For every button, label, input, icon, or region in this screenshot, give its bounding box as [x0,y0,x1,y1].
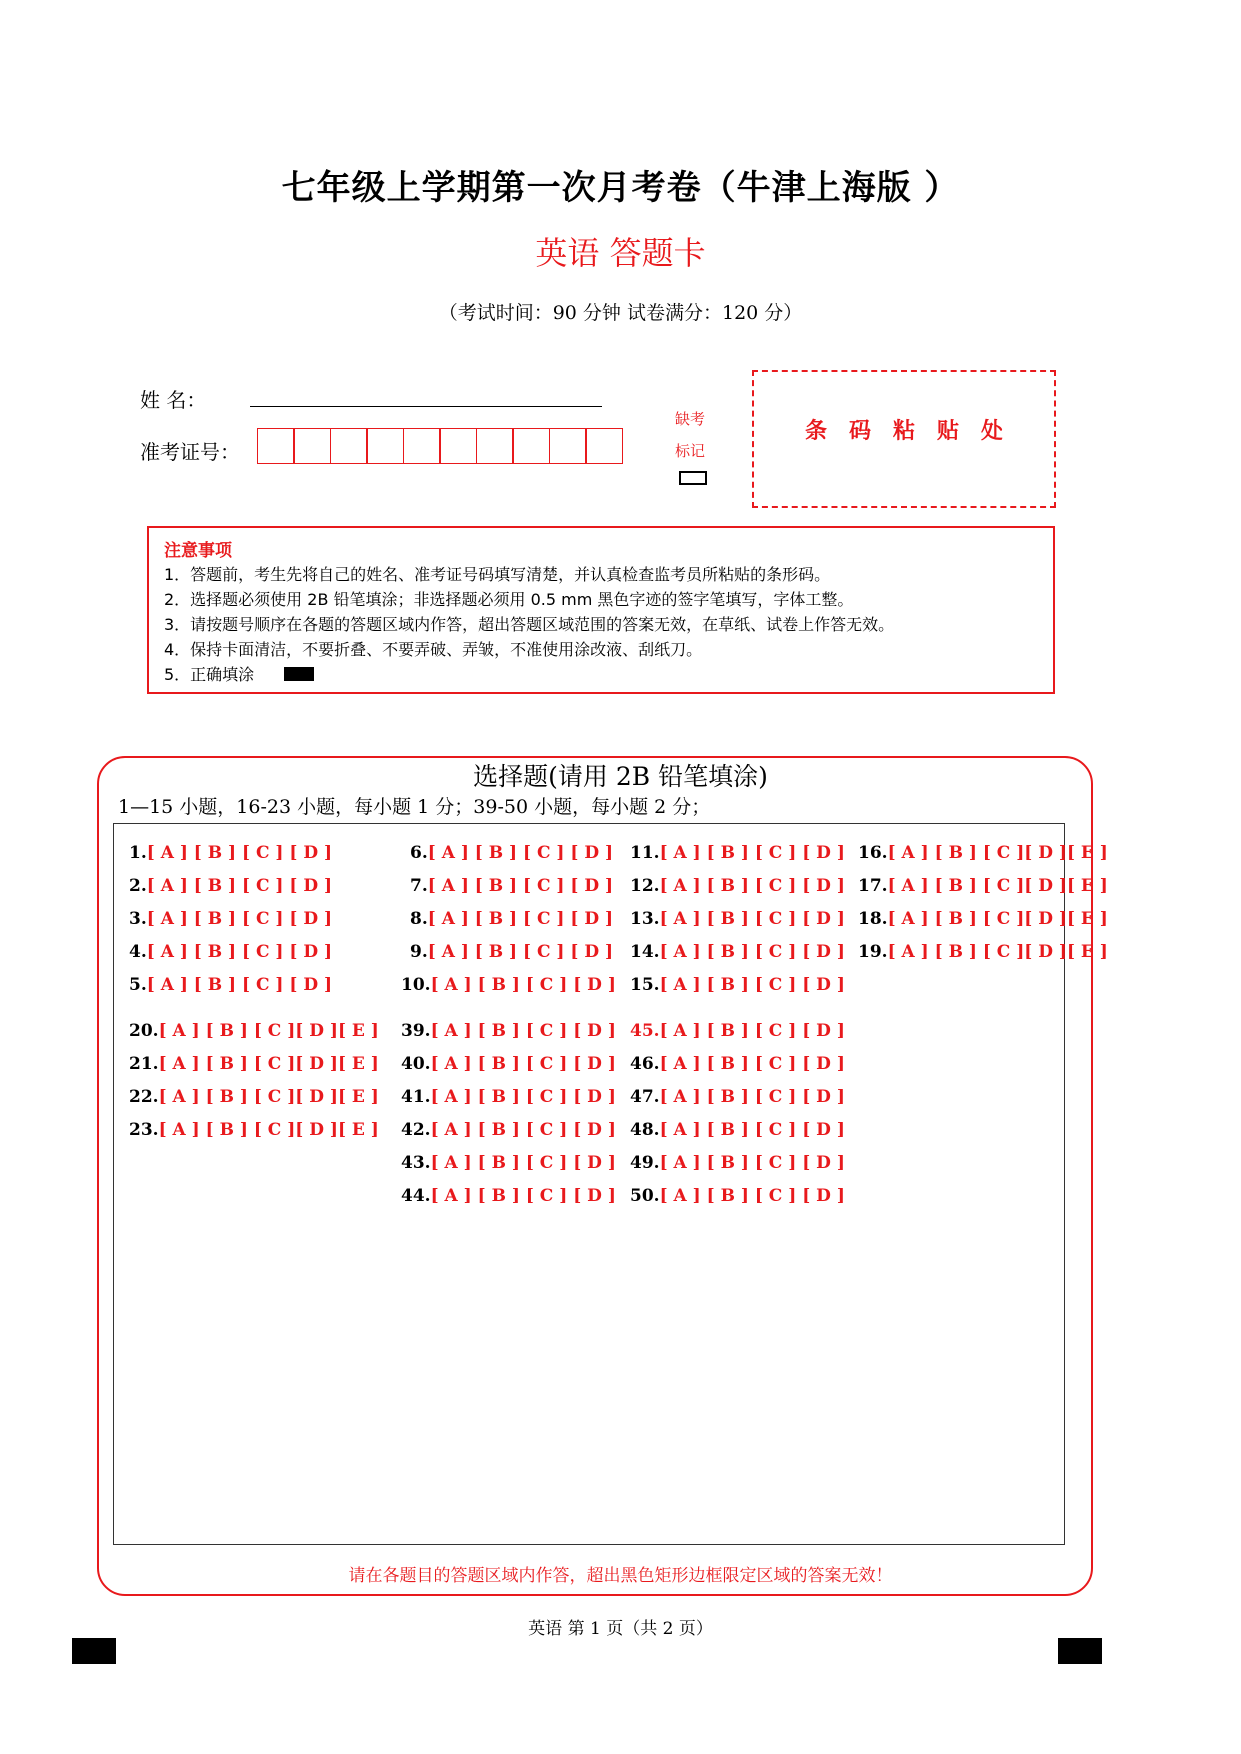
id-digit-box[interactable] [549,428,587,464]
id-label: 准考证号： [140,440,240,464]
question-row[interactable]: 11.[ A ] [ B ] [ C ] [ D ] [630,843,845,863]
question-row[interactable]: 18.[ A ] [ B ] [ C ][ D ][ E ] [858,909,1108,929]
question-row[interactable]: 20.[ A ] [ B ] [ C ][ D ][ E ] [129,1021,379,1041]
notice-item: 2．选择题必须使用 2B 铅笔填涂；非选择题必须用 0.5 mm 黑色字迹的签字笔填写，字体工整。 [164,590,854,609]
absent-mark-box[interactable] [679,471,707,485]
id-number-boxes[interactable] [258,428,623,464]
question-row[interactable]: 8.[ A ] [ B ] [ C ] [ D ] [410,909,614,929]
choice-section-title: 选择题(请用 2B 铅笔填涂) [473,762,768,791]
id-digit-box[interactable] [366,428,404,464]
question-row[interactable]: 15.[ A ] [ B ] [ C ] [ D ] [630,975,845,995]
question-row[interactable]: 40.[ A ] [ B ] [ C ] [ D ] [401,1054,616,1074]
absent-mark-label [665,403,715,467]
id-digit-box[interactable] [476,428,514,464]
id-digit-box[interactable] [585,428,623,464]
question-row[interactable]: 42.[ A ] [ B ] [ C ] [ D ] [401,1120,616,1140]
question-row[interactable]: 13.[ A ] [ B ] [ C ] [ D ] [630,909,845,929]
question-row[interactable]: 49.[ A ] [ B ] [ C ] [ D ] [630,1153,845,1173]
question-row[interactable]: 2.[ A ] [ B ] [ C ] [ D ] [129,876,333,896]
id-digit-box[interactable] [403,428,441,464]
name-field[interactable] [250,406,602,407]
id-digit-box[interactable] [439,428,477,464]
question-row[interactable]: 48.[ A ] [ B ] [ C ] [ D ] [630,1120,845,1140]
answer-area-warning: 请在各题目的答题区域内作答，超出黑色矩形边框限定区域的答案无效！ [348,1566,893,1586]
question-row[interactable]: 9.[ A ] [ B ] [ C ] [ D ] [410,942,614,962]
question-row[interactable]: 50.[ A ] [ B ] [ C ] [ D ] [630,1186,845,1206]
id-digit-box[interactable] [512,428,550,464]
question-row[interactable]: 14.[ A ] [ B ] [ C ] [ D ] [630,942,845,962]
question-row[interactable]: 44.[ A ] [ B ] [ C ] [ D ] [401,1186,616,1206]
question-row[interactable]: 45.[ A ] [ B ] [ C ] [ D ] [630,1021,845,1041]
notice-item: 5．正确填涂 [164,665,255,684]
id-digit-box[interactable] [330,428,368,464]
absent-label-line-2: 标记 [674,442,705,460]
answer-grid [113,823,1065,1545]
alignment-mark-right [1058,1638,1102,1664]
barcode-label: 条码粘贴处 [804,418,1025,444]
question-row[interactable]: 12.[ A ] [ B ] [ C ] [ D ] [630,876,845,896]
question-row[interactable]: 3.[ A ] [ B ] [ C ] [ D ] [129,909,333,929]
question-row[interactable]: 43.[ A ] [ B ] [ C ] [ D ] [401,1153,616,1173]
name-label: 姓 名： [140,388,207,412]
question-row[interactable]: 16.[ A ] [ B ] [ C ][ D ][ E ] [858,843,1108,863]
question-row[interactable]: 7.[ A ] [ B ] [ C ] [ D ] [410,876,614,896]
question-row[interactable]: 39.[ A ] [ B ] [ C ] [ D ] [401,1021,616,1041]
choice-section-desc: 1—15 小题，16-23 小题，每小题 1 分；39-50 小题，每小题 2 分； [118,796,711,818]
correct-fill-example [284,667,314,681]
question-row[interactable]: 46.[ A ] [ B ] [ C ] [ D ] [630,1054,845,1074]
exam-info: （考试时间：90 分钟 试卷满分：120 分） [438,302,803,324]
question-row[interactable]: 4.[ A ] [ B ] [ C ] [ D ] [129,942,333,962]
question-row[interactable]: 17.[ A ] [ B ] [ C ][ D ][ E ] [858,876,1108,896]
page-title: 七年级上学期第一次月考卷（牛津上海版 ） [281,168,960,208]
question-row[interactable]: 41.[ A ] [ B ] [ C ] [ D ] [401,1087,616,1107]
page-subtitle: 英语 答题卡 [535,234,706,272]
question-row[interactable]: 5.[ A ] [ B ] [ C ] [ D ] [129,975,333,995]
question-row[interactable]: 19.[ A ] [ B ] [ C ][ D ][ E ] [858,942,1108,962]
question-row[interactable]: 6.[ A ] [ B ] [ C ] [ D ] [410,843,614,863]
notice-item: 1．答题前，考生先将自己的姓名、准考证号码填写清楚，并认真检查监考员所粘贴的条形码。 [164,565,831,584]
page-number: 英语 第 1 页（共 2 页） [528,1619,713,1639]
id-digit-box[interactable] [293,428,331,464]
absent-label-line-1: 缺考 [674,410,705,428]
id-digit-box[interactable] [257,428,295,464]
question-row[interactable]: 10.[ A ] [ B ] [ C ] [ D ] [401,975,616,995]
notice-item: 3．请按题号顺序在各题的答题区域内作答，超出答题区域范围的答案无效，在草纸、试卷上作答无效。 [164,615,895,634]
question-row[interactable]: 21.[ A ] [ B ] [ C ][ D ][ E ] [129,1054,379,1074]
notice-item: 4．保持卡面清洁，不要折叠、不要弄破、弄皱，不准使用涂改液、刮纸刀。 [164,640,703,659]
question-row[interactable]: 1.[ A ] [ B ] [ C ] [ D ] [129,843,333,863]
question-row[interactable]: 47.[ A ] [ B ] [ C ] [ D ] [630,1087,845,1107]
question-row[interactable]: 22.[ A ] [ B ] [ C ][ D ][ E ] [129,1087,379,1107]
alignment-mark-left [72,1638,116,1664]
question-row[interactable]: 23.[ A ] [ B ] [ C ][ D ][ E ] [129,1120,379,1140]
notice-title: 注意事项 [164,541,232,561]
